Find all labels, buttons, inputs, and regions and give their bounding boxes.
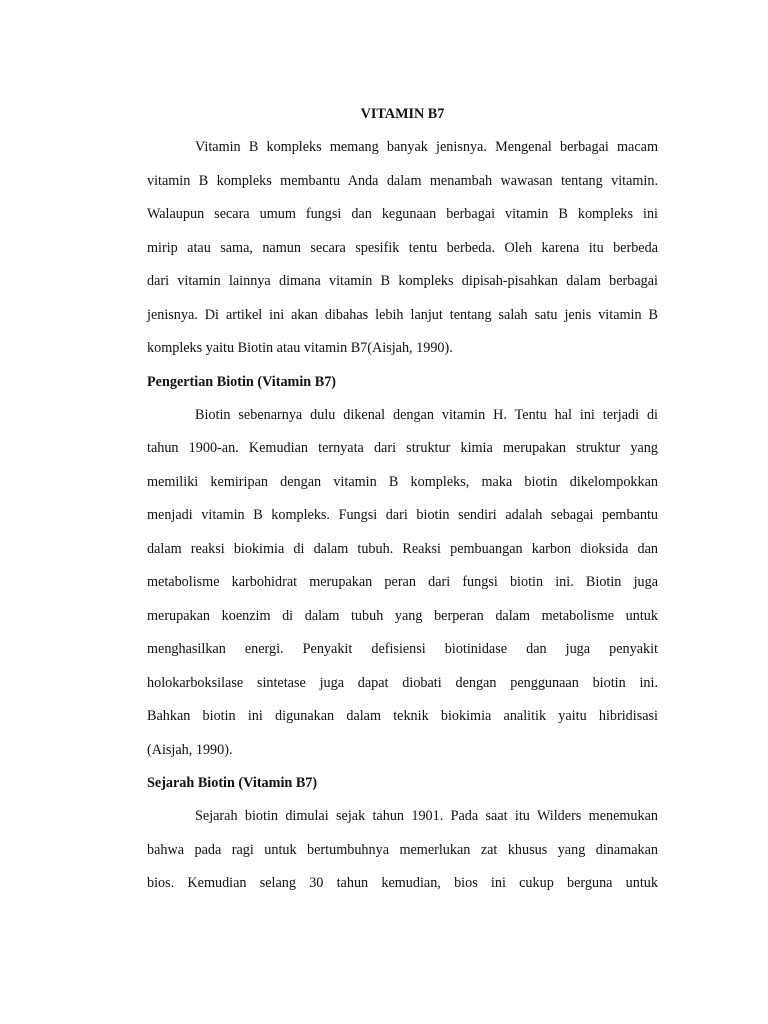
paragraph-line: bios. Kemudian selang 30 tahun kemudian, bios ini cukup berguna untuk [147,875,658,891]
section-heading-pengertian: Pengertian Biotin (Vitamin B7) [147,373,337,390]
paragraph-line: bahwa pada ragi untuk bertumbuhnya memerlukan zat khusus yang dinamakan [147,841,658,858]
paragraph-line: menghasilkan energi. Penyakit defisiensi biotinidase dan juga penyakit [147,641,658,657]
paragraph-line: Walaupun secara umum fungsi dan kegunaan berbagai vitamin B kompleks ini [147,206,658,222]
paragraph-line: Biotin sebenarnya dulu dikenal dengan vitamin H. Tentu hal ini terjadi di [195,406,658,423]
paragraph-line: dalam reaksi biokimia di dalam tubuh. Reaksi pembuangan karbon dioksida dan [147,540,658,557]
section-heading-sejarah: Sejarah Biotin (Vitamin B7) [147,775,318,791]
paragraph-line: Sejarah biotin dimulai sejak tahun 1901. Pada saat itu Wilders menemukan [195,808,658,824]
paragraph-line: tahun 1900-an. Kemudian ternyata dari struktur kimia merupakan struktur yang [147,440,658,456]
intro-paragraph [147,133,658,368]
paragraph-line: kompleks yaitu Biotin atau vitamin B7(Aisjah, 1990). [147,340,453,356]
pengertian-paragraph [147,401,658,770]
paragraph-line: jenisnya. Di artikel ini akan dibahas lebih lanjut tentang salah satu jenis vitamin B [147,306,658,323]
document-title: VITAMIN B7 [360,106,445,122]
paragraph-line: memiliki kemiripan dengan vitamin B kompleks, maka biotin dikelompokkan [147,473,658,490]
paragraph-line: vitamin B kompleks membantu Anda dalam menambah wawasan tentang vitamin. [147,172,658,189]
sejarah-paragraph [147,802,658,903]
document-page [147,100,658,903]
paragraph-line: (Aisjah, 1990). [147,741,233,758]
paragraph-line: mirip atau sama, namun secara spesifik tentu berbeda. Oleh karena itu berbeda [147,239,658,256]
paragraph-line: merupakan koenzim di dalam tubuh yang berperan dalam metabolisme untuk [147,607,658,624]
paragraph-line: Vitamin B kompleks memang banyak jenisnya. Mengenal berbagai macam [195,139,658,155]
paragraph-line: menjadi vitamin B kompleks. Fungsi dari biotin sendiri adalah sebagai pembantu [147,507,658,523]
paragraph-line: Bahkan biotin ini digunakan dalam teknik biokimia analitik yaitu hibridisasi [147,708,658,724]
paragraph-line: metabolisme karbohidrat merupakan peran dari fungsi biotin ini. Biotin juga [147,574,658,590]
paragraph-line: dari vitamin lainnya dimana vitamin B kompleks dipisah-pisahkan dalam berbagai [147,273,658,289]
paragraph-line: holokarboksilase sintetase juga dapat diobati dengan penggunaan biotin ini. [147,674,658,691]
